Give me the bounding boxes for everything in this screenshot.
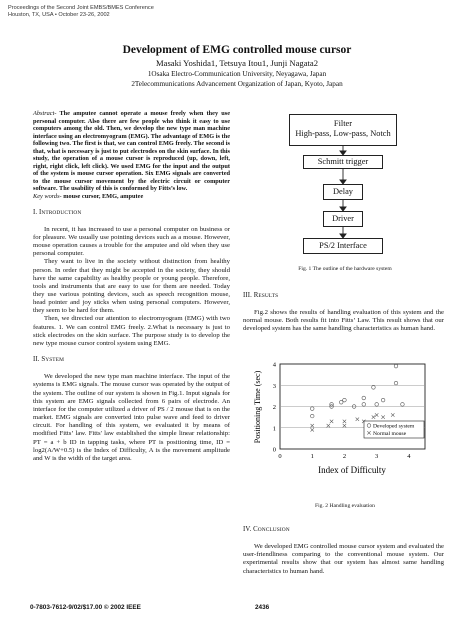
abstract-text: The amputee cannot operate a mouse freely when they use personal computer. Also there are few people who think it easy to use computers among the old. Then, we develop the new type man machine interface using an electromyogram (EMG). The advantage of EMG is the following two. The first is that, we can control EMG freely. The second is that, what is necessary is just to put electrodes on the skin surface. In this study, the operation of a mouse cursor is reproduced (up, down, left, right, right click, left click). We used EMG for the input and the output of the system is mouse cursor operation. Six EMG signals are converted to the mouse cursor movement by the electric circuit or computer software. The usability of this is conformed by Fitts’s low.: [33, 110, 230, 193]
conference-line-1: Proceedings of the Second Joint EMBS/BMES Conference: [8, 5, 154, 11]
legend-label-developed: Developed system: [373, 423, 415, 430]
legend-label-normal: Normal mouse: [373, 431, 407, 437]
x-tick-label: 3: [375, 453, 379, 460]
point-developed-system: [401, 403, 405, 407]
x-axis-label: Index of Difficulty: [318, 465, 386, 475]
affiliation-1: 1Osaka Electro-Communication University, Neyagawa, Japan: [147, 70, 327, 78]
affiliation-2: 2Telecommunications Advancement Organization of Japan, Kyoto, Japan: [131, 80, 343, 88]
right-column-conclusion: [243, 526, 444, 576]
point-developed-system: [343, 398, 347, 402]
y-tick-label: 3: [272, 382, 276, 390]
intro-paragraph-2: They want to live in the society without distinction from healthy person. In order that they might be accepted in the society, they should have the same capability as healthy people or young people. Therefore, tools and instruments that are easy to use for them are needed. Today they use various pointing devices, such as speech recognition mouse, head pointer and joy sticks when using personal computers. However, they seem to be hard for them.: [33, 258, 230, 315]
point-developed-system: [394, 364, 398, 368]
point-developed-system: [375, 403, 379, 407]
block-schmitt-trigger: Schmitt trigger: [303, 155, 383, 169]
results-paragraph-1: Fig.2 shows the results of handling evaluation of this system and the normal mouse. Both results fit into Fitts’ Law. This result shows that our developed system has the same handling characteristics as human hand.: [243, 309, 444, 333]
footer-page-number: 2436: [255, 604, 270, 611]
footer-copyright: 0-7803-7612-9/02/$17.00 © 2002 IEEE: [30, 604, 141, 611]
point-normal-mouse: [343, 424, 346, 427]
figure-2-chart: [243, 360, 448, 500]
point-normal-mouse: [330, 420, 333, 423]
y-tick-label: 2: [272, 404, 276, 411]
point-normal-mouse: [391, 413, 394, 416]
point-developed-system: [394, 381, 398, 385]
point-developed-system: [372, 386, 376, 390]
conference-line-2: Houston, TX, USA • October 23-26, 2002: [8, 12, 110, 18]
y-tick-label: 4: [272, 361, 276, 369]
x-tick-label: 1: [310, 453, 314, 460]
block-filter-subtitle: High-pass, Low-pass, Notch: [295, 129, 391, 138]
section-heading-results: III. RESULTS: [243, 292, 279, 299]
paper-title: Development of EMG controlled mouse cursor: [122, 44, 352, 56]
block-delay: Delay: [323, 184, 363, 200]
point-normal-mouse: [311, 424, 314, 427]
block-ps2-interface: PS/2 Interface: [303, 238, 383, 254]
point-developed-system: [381, 398, 385, 402]
point-developed-system: [310, 407, 314, 411]
block-filter: [289, 114, 397, 146]
keywords-label: Key words-: [33, 193, 62, 201]
point-developed-system: [339, 400, 343, 404]
point-normal-mouse: [311, 428, 314, 431]
section-heading-conclusion: IV. CONCLUSION: [243, 526, 290, 533]
point-developed-system: [362, 396, 366, 400]
y-tick-label: 1: [272, 425, 276, 433]
section-heading-system: II. SYSTEM: [33, 356, 64, 364]
figure-1-caption: Fig. 1 The outline of the hardware system: [298, 266, 392, 272]
x-tick-label: 2: [342, 453, 347, 460]
right-column-results: [243, 292, 444, 334]
x-tick-label: 4: [407, 453, 411, 460]
point-normal-mouse: [381, 415, 384, 418]
section-heading-introduction: I. INTRODUCTION: [33, 208, 82, 216]
x-tick-label: 0: [278, 453, 282, 460]
block-filter-title: Filter: [333, 119, 353, 128]
point-normal-mouse: [327, 424, 330, 427]
abstract-label: Abstract-: [33, 110, 57, 117]
intro-paragraph-1: In recent, it has increased to use a personal computer on business or for pleasure. We usually use pointing devices such as a mouse. However, mouse operation causes a trouble for the amputee and old when they use personal computer.: [33, 225, 230, 258]
figure-2-caption: Fig. 2 Handling evaluation: [315, 503, 375, 509]
point-normal-mouse: [343, 420, 346, 423]
point-normal-mouse: [372, 415, 375, 418]
block-driver: Driver: [323, 211, 363, 227]
intro-paragraph-3: Then, we directed our attention to electromyogram (EMG) with two features. 1. We can control EMG freely. 2.What is necessary is just to stick electrodes on the skin surface. The purpose study is to develop the new type mouse cursor control system using EMG.: [33, 315, 230, 347]
keywords-text: mouse cursor, EMG, amputee: [61, 193, 144, 201]
point-normal-mouse: [356, 418, 359, 421]
point-normal-mouse: [375, 413, 378, 416]
point-developed-system: [362, 403, 366, 407]
system-paragraph-1: We developed the new type man machine interface. The input of the systems is EMG signals. The mouse cursor was operated by the output of the system. The outline of our system is shown in Fig.1. Input signals for this system are EMG signals collected from 6 pairs of electrode. An interface for the computer utilized a driver of PS / 2 mouse that is on the market. EMG signals are converted into pulse wave and feed to driver circuit. For handling of this system, we evaluated it by means of modified Fitts’ law. Fitts' law established the simple linear relationship: PT = a + b ID in tapping tasks, where PT is positioning time, ID = log2(A/W+0.5) is the Index of Difficulty, A is the movement amplitude and W is the width of the target area.: [33, 373, 230, 462]
paper-authors: Masaki Yoshida1, Tetsuya Itou1, Junji Nagata2: [155, 58, 319, 68]
y-tick-labels: [273, 362, 277, 454]
y-tick-label: 0: [272, 446, 276, 454]
point-developed-system: [310, 414, 314, 418]
point-developed-system: [330, 403, 334, 407]
x-tick-labels: [278, 453, 411, 460]
y-axis-label: Positioning Time (sec): [253, 370, 262, 444]
legend: [364, 421, 424, 438]
conclusion-paragraph-1: We developed EMG controlled mouse cursor system and evaluated the user-friendliness comparing to the conventional mouse system. Our experimental results show that our system has almost same handling characteristics to human hand.: [243, 543, 444, 575]
